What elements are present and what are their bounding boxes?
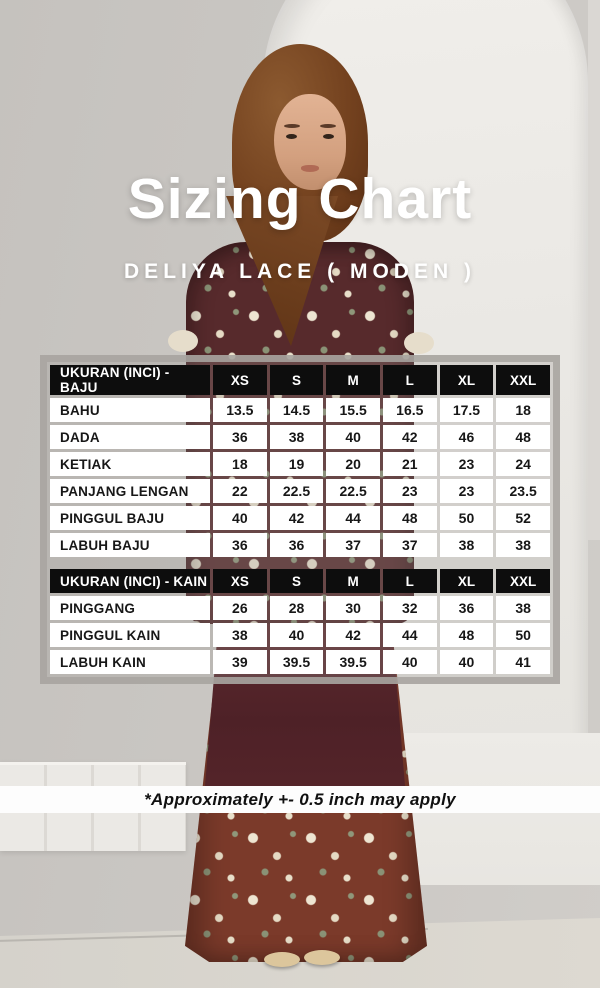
value-cell: 41 [496,650,550,674]
value-cell: 40 [440,650,494,674]
size-column-header: XS [213,569,267,593]
value-cell: 23 [383,479,437,503]
value-cell: 50 [496,623,550,647]
eyebrow-right [320,124,336,128]
value-cell: 36 [213,425,267,449]
value-cell: 36 [213,533,267,557]
value-cell: 17.5 [440,398,494,422]
lace-cuff-right [404,332,434,354]
table-header-row [50,365,550,395]
table-row [50,650,550,674]
value-cell: 14.5 [270,398,324,422]
table-row [50,596,550,620]
eyebrow-left [284,124,300,128]
value-cell: 40 [326,425,380,449]
page-subtitle: DELIYA LACE ( MODEN ) [124,260,476,283]
row-label-cell: PINGGANG [50,596,210,620]
value-cell: 22.5 [270,479,324,503]
table-row [50,533,550,557]
value-cell: 48 [383,506,437,530]
size-table [47,566,553,677]
lace-cuff-left [168,330,198,352]
value-cell: 44 [383,623,437,647]
eye-left [286,134,297,139]
value-cell: 23 [440,479,494,503]
value-cell: 19 [270,452,324,476]
value-cell: 18 [213,452,267,476]
value-cell: 48 [496,425,550,449]
table-row [50,398,550,422]
size-column-header: XXL [496,365,550,395]
value-cell: 37 [326,533,380,557]
value-cell: 37 [383,533,437,557]
value-cell: 15.5 [326,398,380,422]
row-label-cell: BAHU [50,398,210,422]
eye-right [323,134,334,139]
value-cell: 38 [440,533,494,557]
value-cell: 23.5 [496,479,550,503]
size-column-header: M [326,569,380,593]
value-cell: 23 [440,452,494,476]
table-title-cell: UKURAN (INCI) - KAIN [50,569,210,593]
value-cell: 16.5 [383,398,437,422]
value-cell: 48 [440,623,494,647]
value-cell: 24 [496,452,550,476]
page-title: Sizing Chart [127,167,473,231]
value-cell: 28 [270,596,324,620]
size-column-header: S [270,569,324,593]
size-column-header: XXL [496,569,550,593]
table-row [50,623,550,647]
value-cell: 42 [326,623,380,647]
value-cell: 13.5 [213,398,267,422]
size-column-header: L [383,365,437,395]
value-cell: 36 [440,596,494,620]
value-cell: 46 [440,425,494,449]
row-label-cell: LABUH BAJU [50,533,210,557]
shoe-right [304,950,340,965]
table-title-cell: UKURAN (INCI) - BAJU [50,365,210,395]
value-cell: 38 [496,596,550,620]
row-label-cell: PANJANG LENGAN [50,479,210,503]
size-column-header: S [270,365,324,395]
table-row [50,506,550,530]
row-label-cell: KETIAK [50,452,210,476]
value-cell: 36 [270,533,324,557]
table-row [50,425,550,449]
row-label-cell: DADA [50,425,210,449]
note-strip [0,786,600,813]
value-cell: 52 [496,506,550,530]
value-cell: 26 [213,596,267,620]
value-cell: 40 [270,623,324,647]
row-label-cell: PINGGUL KAIN [50,623,210,647]
row-label-cell: PINGGUL BAJU [50,506,210,530]
value-cell: 21 [383,452,437,476]
size-column-header: XS [213,365,267,395]
value-cell: 42 [383,425,437,449]
value-cell: 44 [326,506,380,530]
size-column-header: XL [440,365,494,395]
note-text: *Approximately +- 0.5 inch may apply [144,789,456,809]
value-cell: 42 [270,506,324,530]
value-cell: 50 [440,506,494,530]
value-cell: 38 [213,623,267,647]
value-cell: 22.5 [326,479,380,503]
value-cell: 38 [496,533,550,557]
shoe-left [264,952,300,967]
value-cell: 30 [326,596,380,620]
size-table [47,362,553,560]
size-column-header: L [383,569,437,593]
size-column-header: M [326,365,380,395]
table-row [50,479,550,503]
table-header-row [50,569,550,593]
value-cell: 22 [213,479,267,503]
value-cell: 32 [383,596,437,620]
value-cell: 39.5 [270,650,324,674]
value-cell: 39.5 [326,650,380,674]
value-cell: 20 [326,452,380,476]
value-cell: 40 [383,650,437,674]
row-label-cell: LABUH KAIN [50,650,210,674]
value-cell: 38 [270,425,324,449]
table-row [50,452,550,476]
size-column-header: XL [440,569,494,593]
value-cell: 18 [496,398,550,422]
value-cell: 39 [213,650,267,674]
sizing-tables [40,355,560,684]
value-cell: 40 [213,506,267,530]
